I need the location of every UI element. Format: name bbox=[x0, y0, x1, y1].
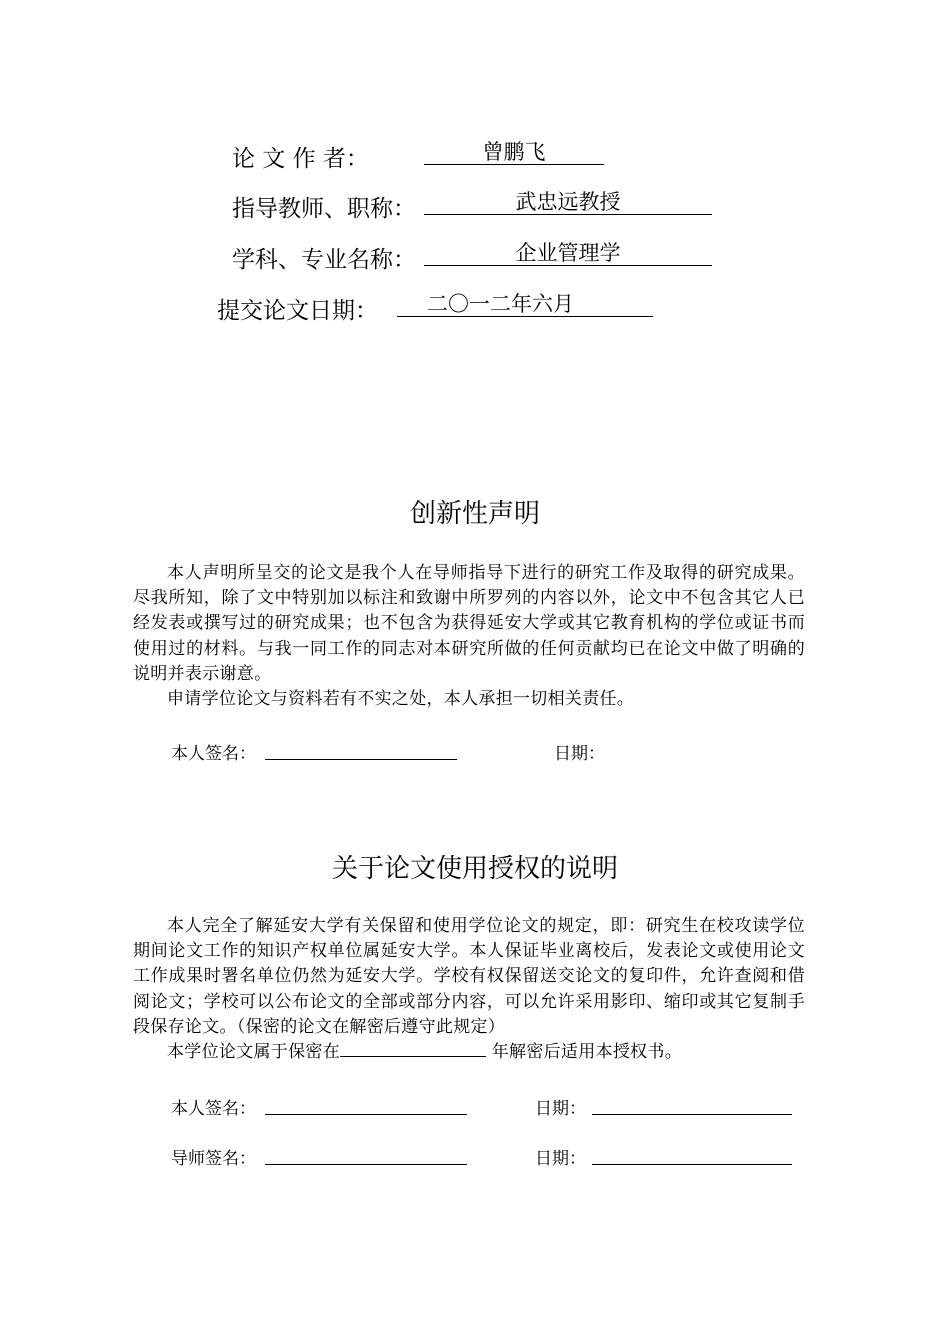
originality-date-label: 日期： bbox=[554, 744, 605, 764]
advisor-date-label: 日期： bbox=[535, 1149, 586, 1169]
author-date-label: 日期： bbox=[535, 1099, 586, 1119]
secrecy-years-blank bbox=[340, 1040, 486, 1057]
originality-para-2: 申请学位论文与资料若有不实之处，本人承担一切相关责任。 bbox=[167, 689, 635, 710]
originality-signature-line bbox=[265, 739, 457, 760]
author-label: 论 文 作 者： bbox=[232, 146, 369, 172]
originality-body bbox=[133, 561, 805, 712]
originality-signature-label: 本人签名： bbox=[171, 744, 256, 764]
date-label: 提交论文日期： bbox=[217, 298, 378, 324]
originality-para-1: 本人声明所呈交的论文是我个人在导师指导下进行的研究工作及取得的研究成果。尽我所知，除了文中特别加以标注和致谢中所罗列的内容以外，论文中不包含其它人已经发表或撰写过的研究成果；也不包含为获得延安大学或其它教育机构的学位或证书而使用过的材料。与我一同工作的同志对本研究所做的任何贡献均已在论文中做了明确的说明并表示谢意。 bbox=[133, 563, 805, 684]
authorization-title: 关于论文使用授权的说明 bbox=[331, 854, 618, 884]
date-value: 二〇一二年六月 bbox=[397, 292, 653, 317]
secrecy-suffix: 年解密后适用本授权书。 bbox=[491, 1042, 683, 1063]
major-label: 学科、专业名称： bbox=[232, 247, 416, 273]
author-value: 曾鹏飞 bbox=[424, 140, 604, 165]
author-signature-line bbox=[265, 1094, 467, 1115]
advisor-value: 武忠远教授 bbox=[424, 190, 712, 215]
authorization-body bbox=[133, 914, 805, 1065]
secrecy-prefix: 本学位论文属于保密在 bbox=[167, 1042, 340, 1063]
authorization-para-1: 本人完全了解延安大学有关保留和使用学位论文的规定，即：研究生在校攻读学位期间论文工作的知识产权单位属延安大学。本人保证毕业离校后，发表论文或使用论文工作成果时署名单位仍然为延安大学。学校有权保留送交论文的复印件，允许查阅和借阅论文；学校可以公布论文的全部或部分内容，可以允许采用影印、缩印或其它复制手段保存论文。（保密的论文在解密后遵守此规定） bbox=[133, 916, 805, 1037]
major-value: 企业管理学 bbox=[424, 241, 712, 266]
author-date-line bbox=[592, 1094, 792, 1115]
advisor-signature-label: 导师签名： bbox=[171, 1149, 256, 1169]
authorization-para-2 bbox=[133, 1040, 805, 1065]
originality-title: 创新性声明 bbox=[409, 499, 540, 529]
advisor-date-line bbox=[592, 1144, 792, 1165]
advisor-label: 指导教师、职称： bbox=[232, 196, 416, 222]
author-signature-label: 本人签名： bbox=[171, 1099, 256, 1119]
advisor-signature-line bbox=[265, 1144, 467, 1165]
